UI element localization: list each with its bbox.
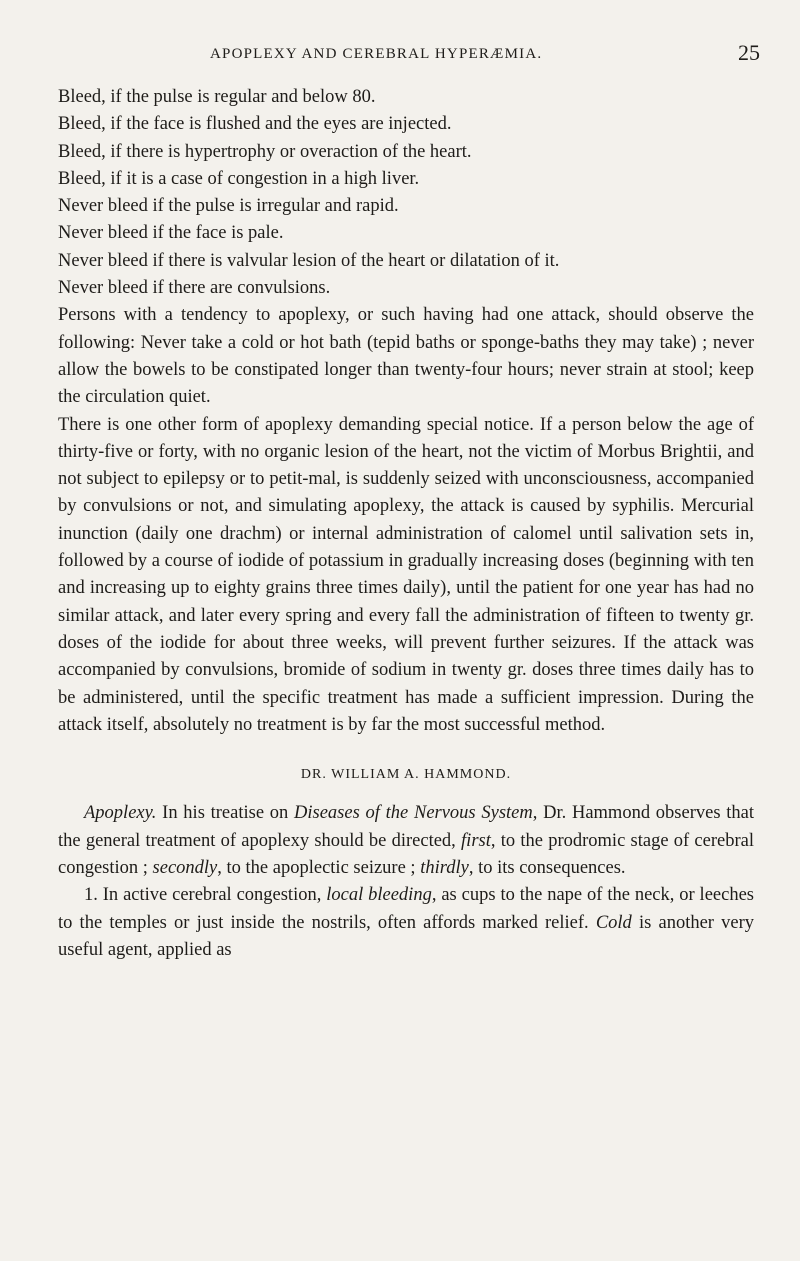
text-span: 1. In active cerebral congestion, [84,885,327,906]
rule-line: Bleed, if the pulse is regular and below 80. [58,87,376,107]
book-title: Diseases of the Nervous System [294,803,533,824]
paragraph-precautions: Persons with a tendency to apoplexy, or such having had one attack, should observe the following: Never take a cold or hot bath (tepid baths or sponge-baths they may take) ; never allow the bowels to be constipated longer than twenty-four hours; never strain at stool; keep the circulation quiet. [58,305,754,408]
running-head: APOPLEXY AND CEREBRAL HYPERÆMIA. [210,46,543,62]
rule-line: Bleed, if it is a case of congestion in a high liver. [58,168,420,189]
text-span: , Dr. Hammond observes that the general treatment of apoplexy should be directed, [58,803,755,851]
page-body [58,84,754,964]
text-span: , as cups to the nape of the neck, or leeches to the temples or just inside the nostrils, often affords marked relief. [58,885,754,933]
topic-heading: Apoplexy. [84,803,157,824]
text-span: , to its consequences. [468,858,626,879]
page-header [0,38,800,68]
emphasis-thirdly: thirdly [420,858,469,879]
paragraph-syphilitic-apoplexy: There is one other form of apoplexy demanding special notice. If a person below the age of thirty-five or forty, with no organic lesion of the heart, not the victim of Morbus Brightii, and not subject to epilepsy or to petit-mal, is suddenly seized with unconsciousness, accompanied by convulsions or not, and simulating apoplexy, the attack is caused by syphilis. Mercurial inunction (daily one drachm) or internal administration of calomel until salivation sets in, followed by a course of iodide of potassium in gradually increasing doses (beginning with ten and increasing up to eighty grains three times daily), until the patient for one year has had no similar attack, and later every spring and every fall the administration of fifteen to twenty gr. doses of the iodide for about three weeks, will prevent further seizures. If the attack was accompanied by convulsions, bromide of sodium in twenty gr. doses three times daily has to be administered, until the specific treatment has made a sufficient impression. During the attack itself, absolutely no treatment is by far the most successful method. [58,414,754,735]
paragraph-hammond-intro [58,800,754,882]
text-span: , to the prodromic stage of cerebral congestion ; [58,830,754,879]
author-byline: DR. WILLIAM A. HAMMOND. [300,767,512,783]
emphasis-cold: Cold [595,912,632,933]
paragraph-point-1 [58,882,754,964]
rule-line: Bleed, if the face is flushed and the eyes are injected. [58,114,452,135]
page-number: 25 [738,40,760,65]
text-span: In his treatise on [156,803,295,824]
text-span: is another very useful agent, applied as [58,912,754,960]
rule-line: Bleed, if there is hypertrophy or overaction of the heart. [58,141,472,162]
rule-line: Never bleed if the face is pale. [58,223,284,244]
rule-line: Never bleed if the pulse is irregular and rapid. [58,196,399,217]
emphasis-local-bleeding: local bleeding [326,885,432,906]
rule-line: Never bleed if there is valvular lesion of the heart or dilatation of it. [58,250,560,271]
rule-line: Never bleed if there are convulsions. [58,278,331,299]
text-span: , to the apoplectic seizure ; [217,858,421,879]
emphasis-first: first [461,830,491,851]
emphasis-secondly: secondly [152,858,218,879]
